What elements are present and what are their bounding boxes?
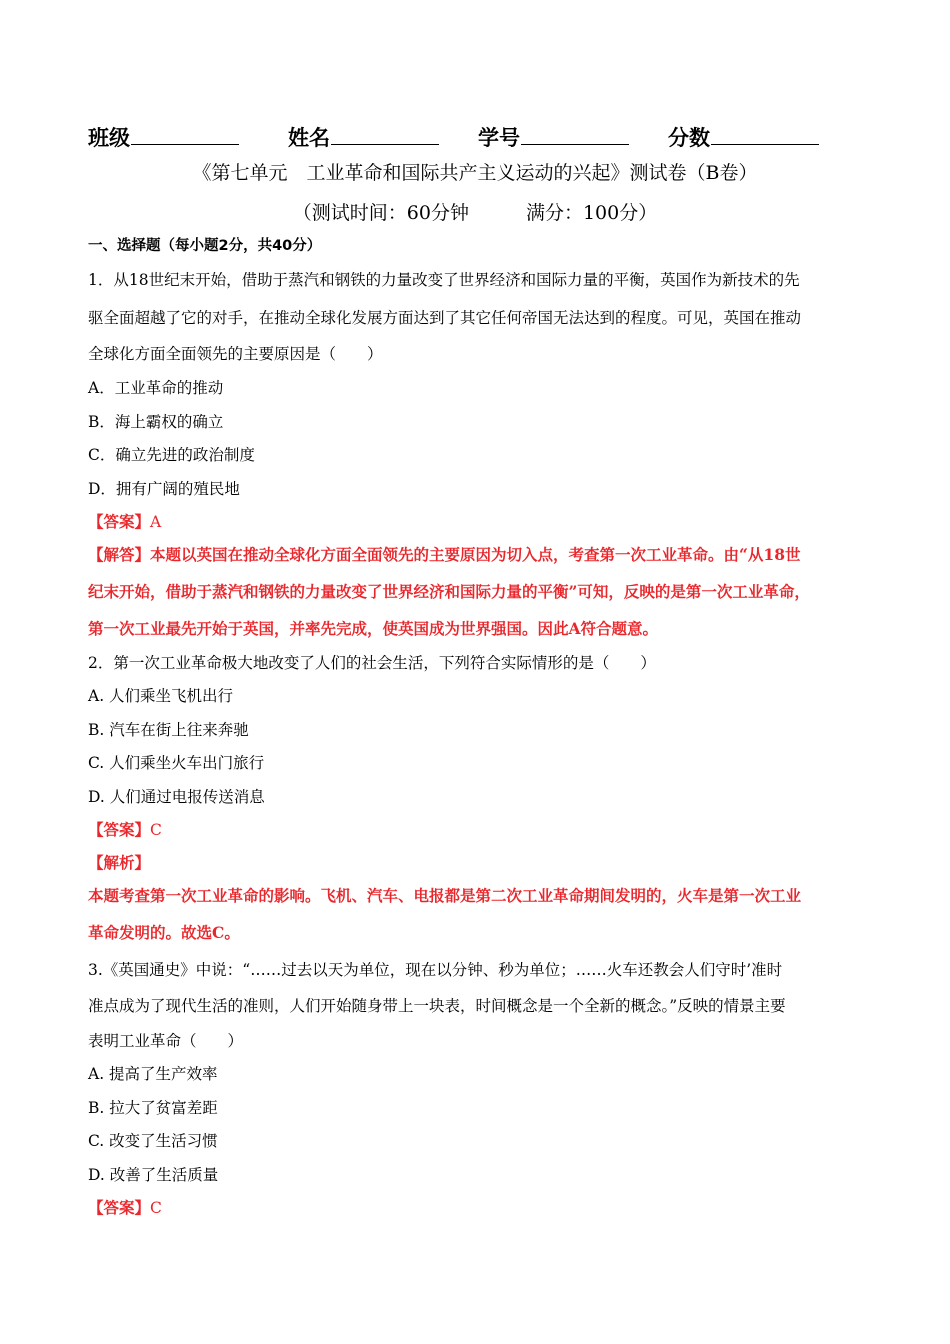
name-field[interactable]	[288, 122, 439, 152]
class-blank[interactable]	[131, 126, 239, 145]
class-label: 班级	[88, 126, 130, 150]
score-field[interactable]	[668, 122, 819, 152]
name-label: 姓名	[288, 126, 330, 150]
q1-analysis-line: 第一次工业最先开始于英国，并率先完成，使英国成为世界强国。因此A符合题意。	[88, 619, 659, 638]
q2-option-b: B. 汽车在街上往来奔驰	[88, 721, 249, 739]
class-field[interactable]	[88, 122, 239, 152]
q1-analysis-line: 纪末开始，借助于蒸汽和钢铁的力量改变了世界经济和国际力量的平衡”可知，反映的是第一次工业革命，	[88, 582, 810, 601]
answer-label: 【答案】	[88, 1198, 151, 1217]
q1-option-d: D．拥有广阔的殖民地	[88, 480, 240, 498]
q3-stem-line: 表明工业革命（ ）	[88, 1032, 244, 1050]
exam-subtitle: （测试时间：60分钟 满分：100分）	[292, 202, 658, 224]
student-id-field[interactable]	[478, 122, 629, 152]
q2-stem-line: 2．第一次工业革命极大地改变了人们的社会生活，下列符合实际情形的是（ ）	[88, 654, 656, 672]
answer-label: 【答案】	[88, 820, 151, 839]
section-title: 一、选择题（每小题2分，共40分）	[88, 238, 322, 254]
q1-option-a: A．工业革命的推动	[88, 379, 224, 397]
score-blank[interactable]	[711, 126, 819, 145]
q1-analysis-line	[88, 543, 801, 565]
q2-analysis-line: 本题考查第一次工业革命的影响。飞机、汽车、电报都是第二次工业革命期间发明的，火车是第一次工业	[88, 886, 802, 905]
q3-option-b: B. 拉大了贫富差距	[88, 1099, 218, 1117]
q2-option-c: C. 人们乘坐火车出门旅行	[88, 754, 265, 772]
q1-answer	[88, 510, 161, 532]
q2-answer	[88, 818, 162, 840]
q2-option-a: A. 人们乘坐飞机出行	[88, 687, 234, 705]
q1-stem-line: 驱全面超越了它的对手，在推动全球化发展方面达到了其它任何帝国无法达到的程度。可见，英国在推动	[88, 309, 802, 327]
answer-value: A	[150, 513, 162, 531]
analysis-label: 【解答】	[88, 545, 151, 564]
score-label: 分数	[668, 126, 710, 150]
q1-option-b: B．海上霸权的确立	[88, 413, 224, 431]
answer-label: 【答案】	[88, 512, 151, 531]
q3-option-d: D. 改善了生活质量	[88, 1166, 219, 1184]
answer-value: C	[150, 821, 162, 839]
q1-option-c: C．确立先进的政治制度	[88, 446, 255, 464]
q3-option-c: C. 改变了生活习惯	[88, 1132, 218, 1150]
q1-stem-line: 全球化方面全面领先的主要原因是（ ）	[88, 345, 383, 363]
name-blank[interactable]	[331, 126, 439, 145]
student-id-blank[interactable]	[521, 126, 629, 145]
analysis-text: 本题以英国在推动全球化方面全面领先的主要原因为切入点，考查第一次工业革命。由“从18世	[150, 545, 801, 564]
q1-stem-line: 1．从18世纪末开始，借助于蒸汽和钢铁的力量改变了世界经济和国际力量的平衡，英国作为新技术的先	[88, 271, 800, 289]
q3-answer	[88, 1196, 162, 1218]
q3-stem-line: 准点成为了现代生活的准则，人们开始随身带上一块表，时间概念是一个全新的概念。”反映的情景主要	[88, 997, 786, 1015]
exam-title: 《第七单元 工业革命和国际共产主义运动的兴起》测试卷（B卷）	[192, 162, 758, 184]
q2-analysis-line: 革命发明的。故选C。	[88, 923, 240, 942]
q2-analysis-label: 【解析】	[88, 853, 151, 872]
q3-stem-line: 3.《英国通史》中说：“……过去以天为单位，现在以分钟、秒为单位；……火车还教会人们守时’准时	[88, 961, 783, 979]
answer-value: C	[150, 1199, 162, 1217]
q2-option-d: D. 人们通过电报传送消息	[88, 788, 265, 806]
q3-option-a: A. 提高了生产效率	[88, 1065, 218, 1083]
student-id-label: 学号	[478, 126, 520, 150]
